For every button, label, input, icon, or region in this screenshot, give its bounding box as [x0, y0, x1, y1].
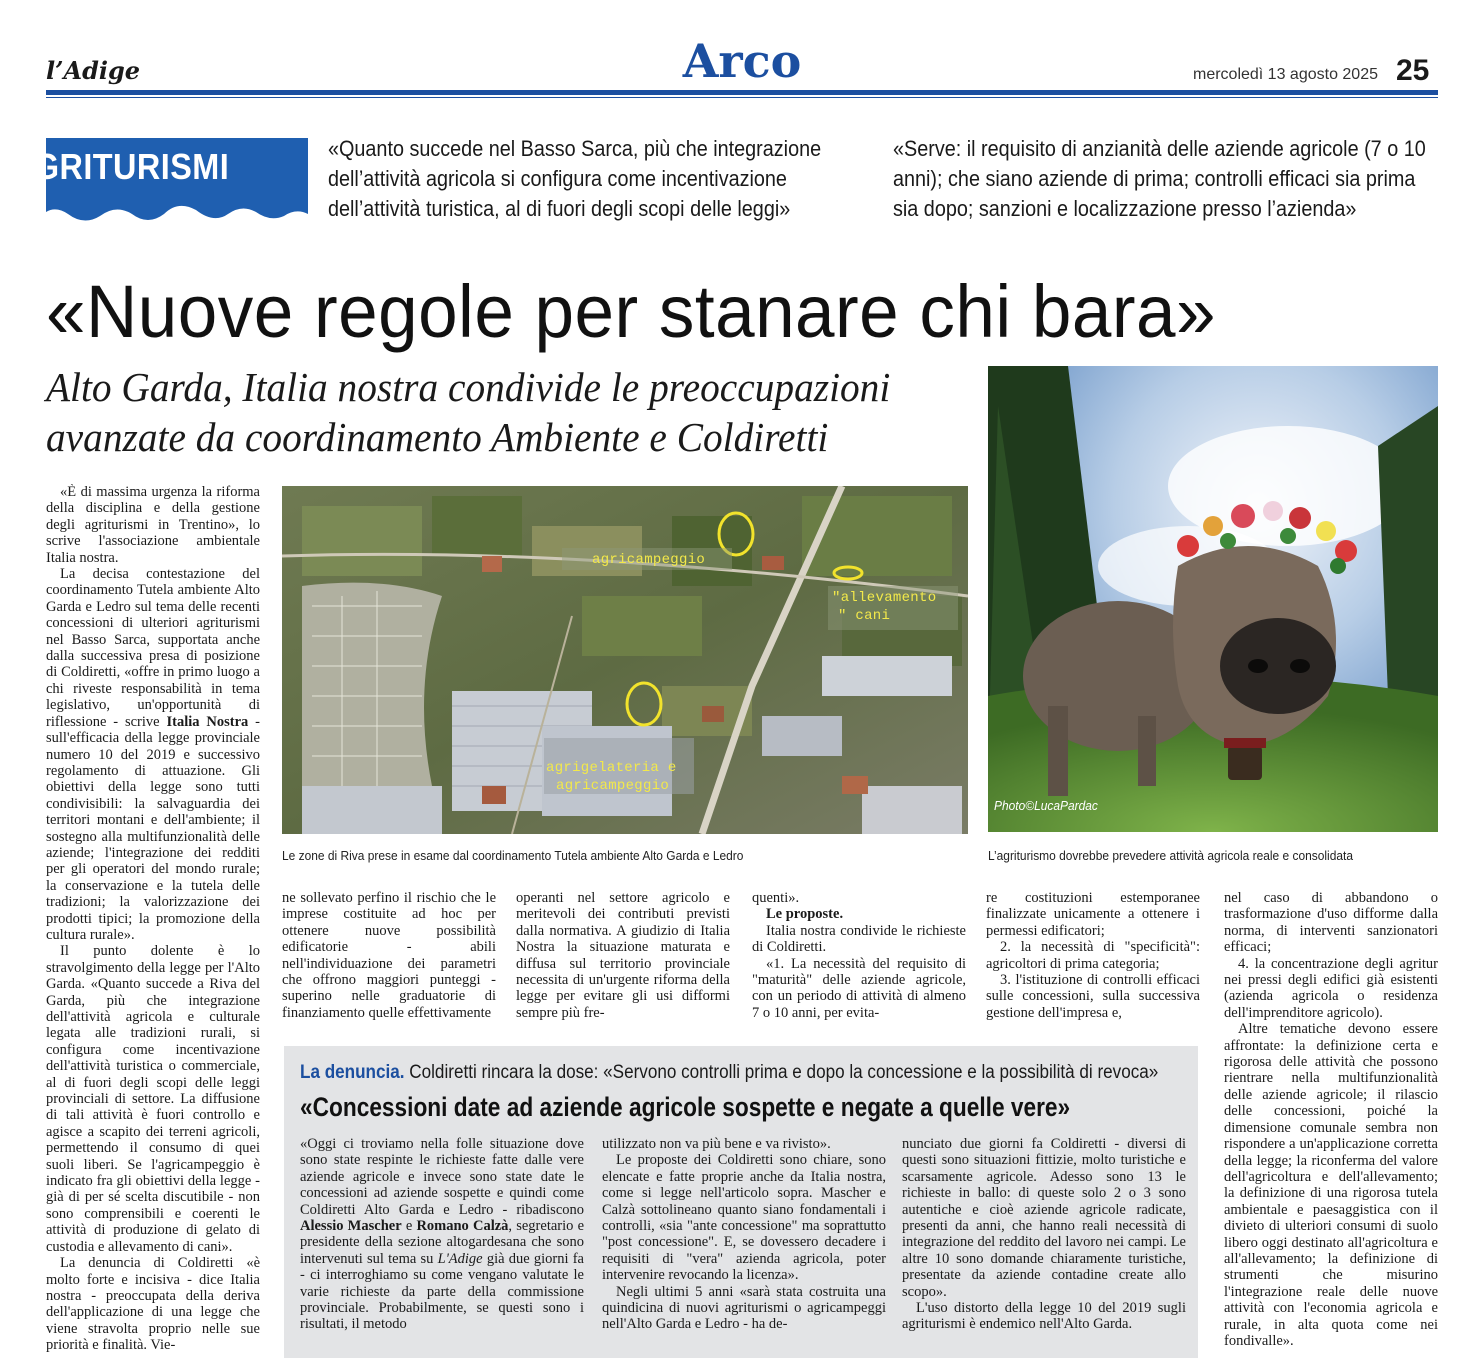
org-name: Italia Nostra	[166, 713, 249, 730]
sidebar-column-3	[902, 1136, 1186, 1358]
map-caption: Le zone di Riva prese in esame dal coordinamento Tutela ambiente Alto Garda e Ledro	[282, 848, 744, 863]
paragraph: Le proposte dei Coldiretti sono chiare, sono elencate e fatte proprie anche da Italia nostra, come si legge nell'articolo sopra. Mascher e Calzà sottolineano quanto siano fondamentali i controlli, «sia "ante concessione" ma soprattutto "post concessione". E, se dovessero decadere i requisiti di "vera" azienda agricola, poter intervenire revocando la licenza».	[602, 1152, 886, 1284]
map-label-agricampeggio: agricampeggio	[592, 552, 706, 568]
text-run: La decisa contestazione del coordinamento Tutela ambiente Alto Garda e Ledro sul tema delle recenti concessioni di ulteriori agriturismi nel Basso Sarca, supportata anche dalla successiva presa di posizione di Coldiretti, «offre in primo luogo a chi riveste responsabilità in tema legislativo, un'opportunità di riflessione - scrive	[46, 566, 260, 730]
paragraph: quenti».	[752, 890, 800, 906]
article-column-1	[46, 484, 260, 1360]
article-column-3	[516, 890, 730, 1030]
paragraph	[46, 566, 260, 943]
paragraph: Negli ultimi 5 anni «sarà stata costruita una quindicina di nuovi agriturismi o agricampeggi nell'Alto Garda e Ledro - ha de-	[602, 1283, 886, 1333]
article-column-2	[282, 890, 496, 1030]
newspaper-brand: l’Adige	[46, 56, 141, 85]
text-run: «Oggi ci troviamo nella folle situazione dove sono state respinte le richieste fatte dalle vere aziende agricole e invece sono state date le concessioni ad aziende sospette e quindi come Coldiretti Alto Garda e Ledro - ribadiscono	[300, 1136, 584, 1218]
paragraph: Altre tematiche devono essere affrontate: la definizione certa e rigorosa delle attività che possono rientrare nella multifunzionalità delle aziende agricole; il rilascio delle concessioni, poiché la dimensione comunale sembra non rispondere a un'applicazione corretta della legge; la riconferma del valore dell'agricoltura e dell'allevamento; la definizione di una rigorosa tutela ambientale e paesaggistica con il divieto di ulteriori consumi di suolo libero oggi destinato all'agricoltura e all'allevamento; la definizione di strumenti che misurino l'integrazione reale delle nuove attività con l'economia agricola e rurale, in alta quota come nei fondivalle».	[1224, 1021, 1438, 1349]
paragraph: «È di massima urgenza la riforma della disciplina e della gestione degli agriturismi in Trentino», lo scrive l'associazione ambientale Italia nostra.	[46, 484, 260, 566]
article-column-6	[1224, 890, 1438, 1360]
sidebar-kicker	[300, 1062, 1158, 1084]
text-run: e	[401, 1218, 417, 1235]
text-run: - sull'efficacia della legge provinciale numero 10 del 2019 e successivo regolamento di attuazione. Gli obiettivi della legge sono tutti condivisibili: la salvaguardia dei territori montani e dell'ambiente; il sostegno alla multifunzionalità delle aziende; l'integrazione dei redditi per gli operatori del mondo rurale; la conservazione e la tutela delle tradizioni; la valorizzazione dei prodotti tipici; la promozione della cultura rurale».	[46, 713, 260, 943]
subheading-text: Le proposte.	[766, 906, 844, 923]
map-label-allevamento: "allevamento	[832, 590, 937, 606]
map-label-agrigelateria: agrigelateria e	[546, 760, 677, 776]
paragraph: utilizzato non va più bene e va rivisto».	[602, 1136, 831, 1152]
masthead-rule-thin	[46, 97, 1438, 98]
photo-caption: L’agriturismo dovrebbe prevedere attività agricola reale e consolidata	[988, 848, 1353, 863]
pull-quote-right: «Serve: il requisito di anzianità delle aziende agricole (7 o 10 anni); che siano aziende di prima; controlli efficaci sia prima sia dopo; sanzioni e localizzazione presso l’azienda»	[893, 136, 1426, 221]
cow-photo	[988, 366, 1438, 832]
text-run: già due giorni fa - ci interroghiamo su come vengano valutate le varie richieste da parte della commissione provinciale. Probabilmente, se questi sono i risultati, il metodo	[300, 1250, 584, 1333]
sidebar-kicker-text: Coldiretti rincara la dose: «Servono controlli prima e dopo la concessione e la possibilità di revoca»	[404, 1062, 1159, 1083]
photo-credit: Photo©LucaPardac	[994, 798, 1098, 813]
paragraph: L'uso distorto della legge 10 del 2019 sugli agriturismi è endemico nell'Alto Garda.	[902, 1300, 1186, 1333]
article-column-5	[986, 890, 1200, 1030]
page-number: 25	[1396, 54, 1430, 87]
masthead-rule	[46, 90, 1438, 95]
sidebar-title: «Concessioni date ad aziende agricole sospette e negate a quelle vere»	[300, 1092, 1071, 1122]
sidebar-kicker-label: La denuncia.	[300, 1062, 405, 1083]
paragraph: «1. La necessità del requisito di "maturità" delle aziende agricole, con un periodo di attività di almeno 7 o 10 anni, per evita-	[752, 955, 966, 1021]
paragraph: nunciato due giorni fa Coldiretti - diversi di questi sono situazioni fittizie, molto turistiche e scarsamente agricole. Adesso sono 13 le richieste in ballo: di queste solo 2 o 3 sono autentiche e cioè aziende agricole radicate, presenti da anni, che hanno reali necessità di integrazione del reddito del lavoro nei campi. Le altre 10 sono domande chiaramente turistiche, presentate da aziende contadine create allo scopo».	[902, 1136, 1186, 1300]
paragraph: re costituzioni estemporanee finalizzate unicamente a ottenere i permessi edificatori;	[986, 890, 1200, 939]
sidebar-column-1	[300, 1136, 584, 1358]
article-column-4	[752, 890, 966, 1030]
paragraph: 3. l'istituzione di controlli efficaci sulle concessioni, sulla successiva gestione dell'impresa e,	[986, 972, 1200, 1021]
paragraph: La denuncia di Coldiretti «è molto forte e incisiva - dice Italia nostra - preoccupata della deriva dell'applicazione di una legge che viene stravolta proprio nelle sue priorità e finalità. Vie-	[46, 1255, 260, 1354]
person-name: Alessio Mascher	[300, 1218, 402, 1235]
paragraph	[300, 1136, 584, 1333]
paragraph: operanti nel settore agricolo e meritevoli dei contributi previsti dalla normativa. A giudizio di Italia Nostra la situazione maturata e diffusa sul territorio provinciale necessita di un'urgente riforma della legge per evitare gli usi difformi sempre più fre-	[516, 890, 730, 1021]
headline: «Nuove regole per stanare chi bara»	[46, 270, 1216, 353]
paragraph: 4. la concentrazione degli agritur nei pressi degli edifici già esistenti (azienda agricola o residenza dell'imprenditore agricolo).	[1224, 955, 1438, 1021]
paragraph: nel caso di abbandono o trasformazione d'uso difforme dalla norma, di interventi sanzionatori efficaci;	[1224, 890, 1438, 956]
paragraph: Italia nostra condivide le richieste di Coldiretti.	[752, 922, 966, 956]
kicker-label: AGRITURISMI	[10, 146, 230, 187]
map-label-cani: " cani	[838, 608, 891, 624]
text-run: , segretario e presidente della sezione altogardesana che sono intervenuti sul tema su	[300, 1218, 584, 1267]
person-name: Romano Calzà	[416, 1218, 509, 1235]
pull-quote-left: «Quanto succede nel Basso Sarca, più che integrazione dell’attività agricola si configura come incentivazione dell’attività turistica, al di fuori degli scopi delle leggi»	[328, 136, 822, 221]
subheadline: Alto Garda, Italia nostra condivide le preoccupazioni avanzate da coordinamento Ambiente e Coldiretti	[46, 364, 891, 460]
paragraph: ne sollevato perfino il rischio che le imprese costituite ad hoc per ottenere nuove possibilità edificatorie - abili nell'individuazione dei parametri che offrono maggiori punteggi - superino nelle graduatorie di finanziamento quelle effettivamente	[282, 890, 496, 1021]
map-label-agricampeggio-2: agricampeggio	[556, 778, 670, 794]
issue-date: mercoledì 13 agosto 2025	[1192, 66, 1378, 83]
paragraph: 2. la necessità di "specificità": agricoltori di prima categoria;	[986, 939, 1200, 972]
section-title: Arco	[682, 34, 802, 88]
publication-name: L'Adige	[437, 1250, 483, 1267]
paragraph: Il punto dolente è lo stravolgimento della legge per l'Alto Garda. «Quanto succede a Riva del Garda, più che integrazione dell'attività agricola e culturale legata alle tradizioni rurali, si configura come incentivazione dell'attività turistica o commerciale, al di fuori degli scopi delle leggi provinciali di settore. La diffusione di tali attività è fuori controllo e agisce a scapito dei terreni agricoli, permettendo il consumo di quei suoli liberi. Se l'agricampeggio è indicato fra gli obiettivi della legge - già di per sé scelta discutibile - non sono comprensibili e coerenti le attività di produzione di gelato di custodia e allevamento di cani».	[46, 943, 260, 1255]
subheading	[752, 906, 966, 922]
sidebar-column-2	[602, 1136, 886, 1358]
